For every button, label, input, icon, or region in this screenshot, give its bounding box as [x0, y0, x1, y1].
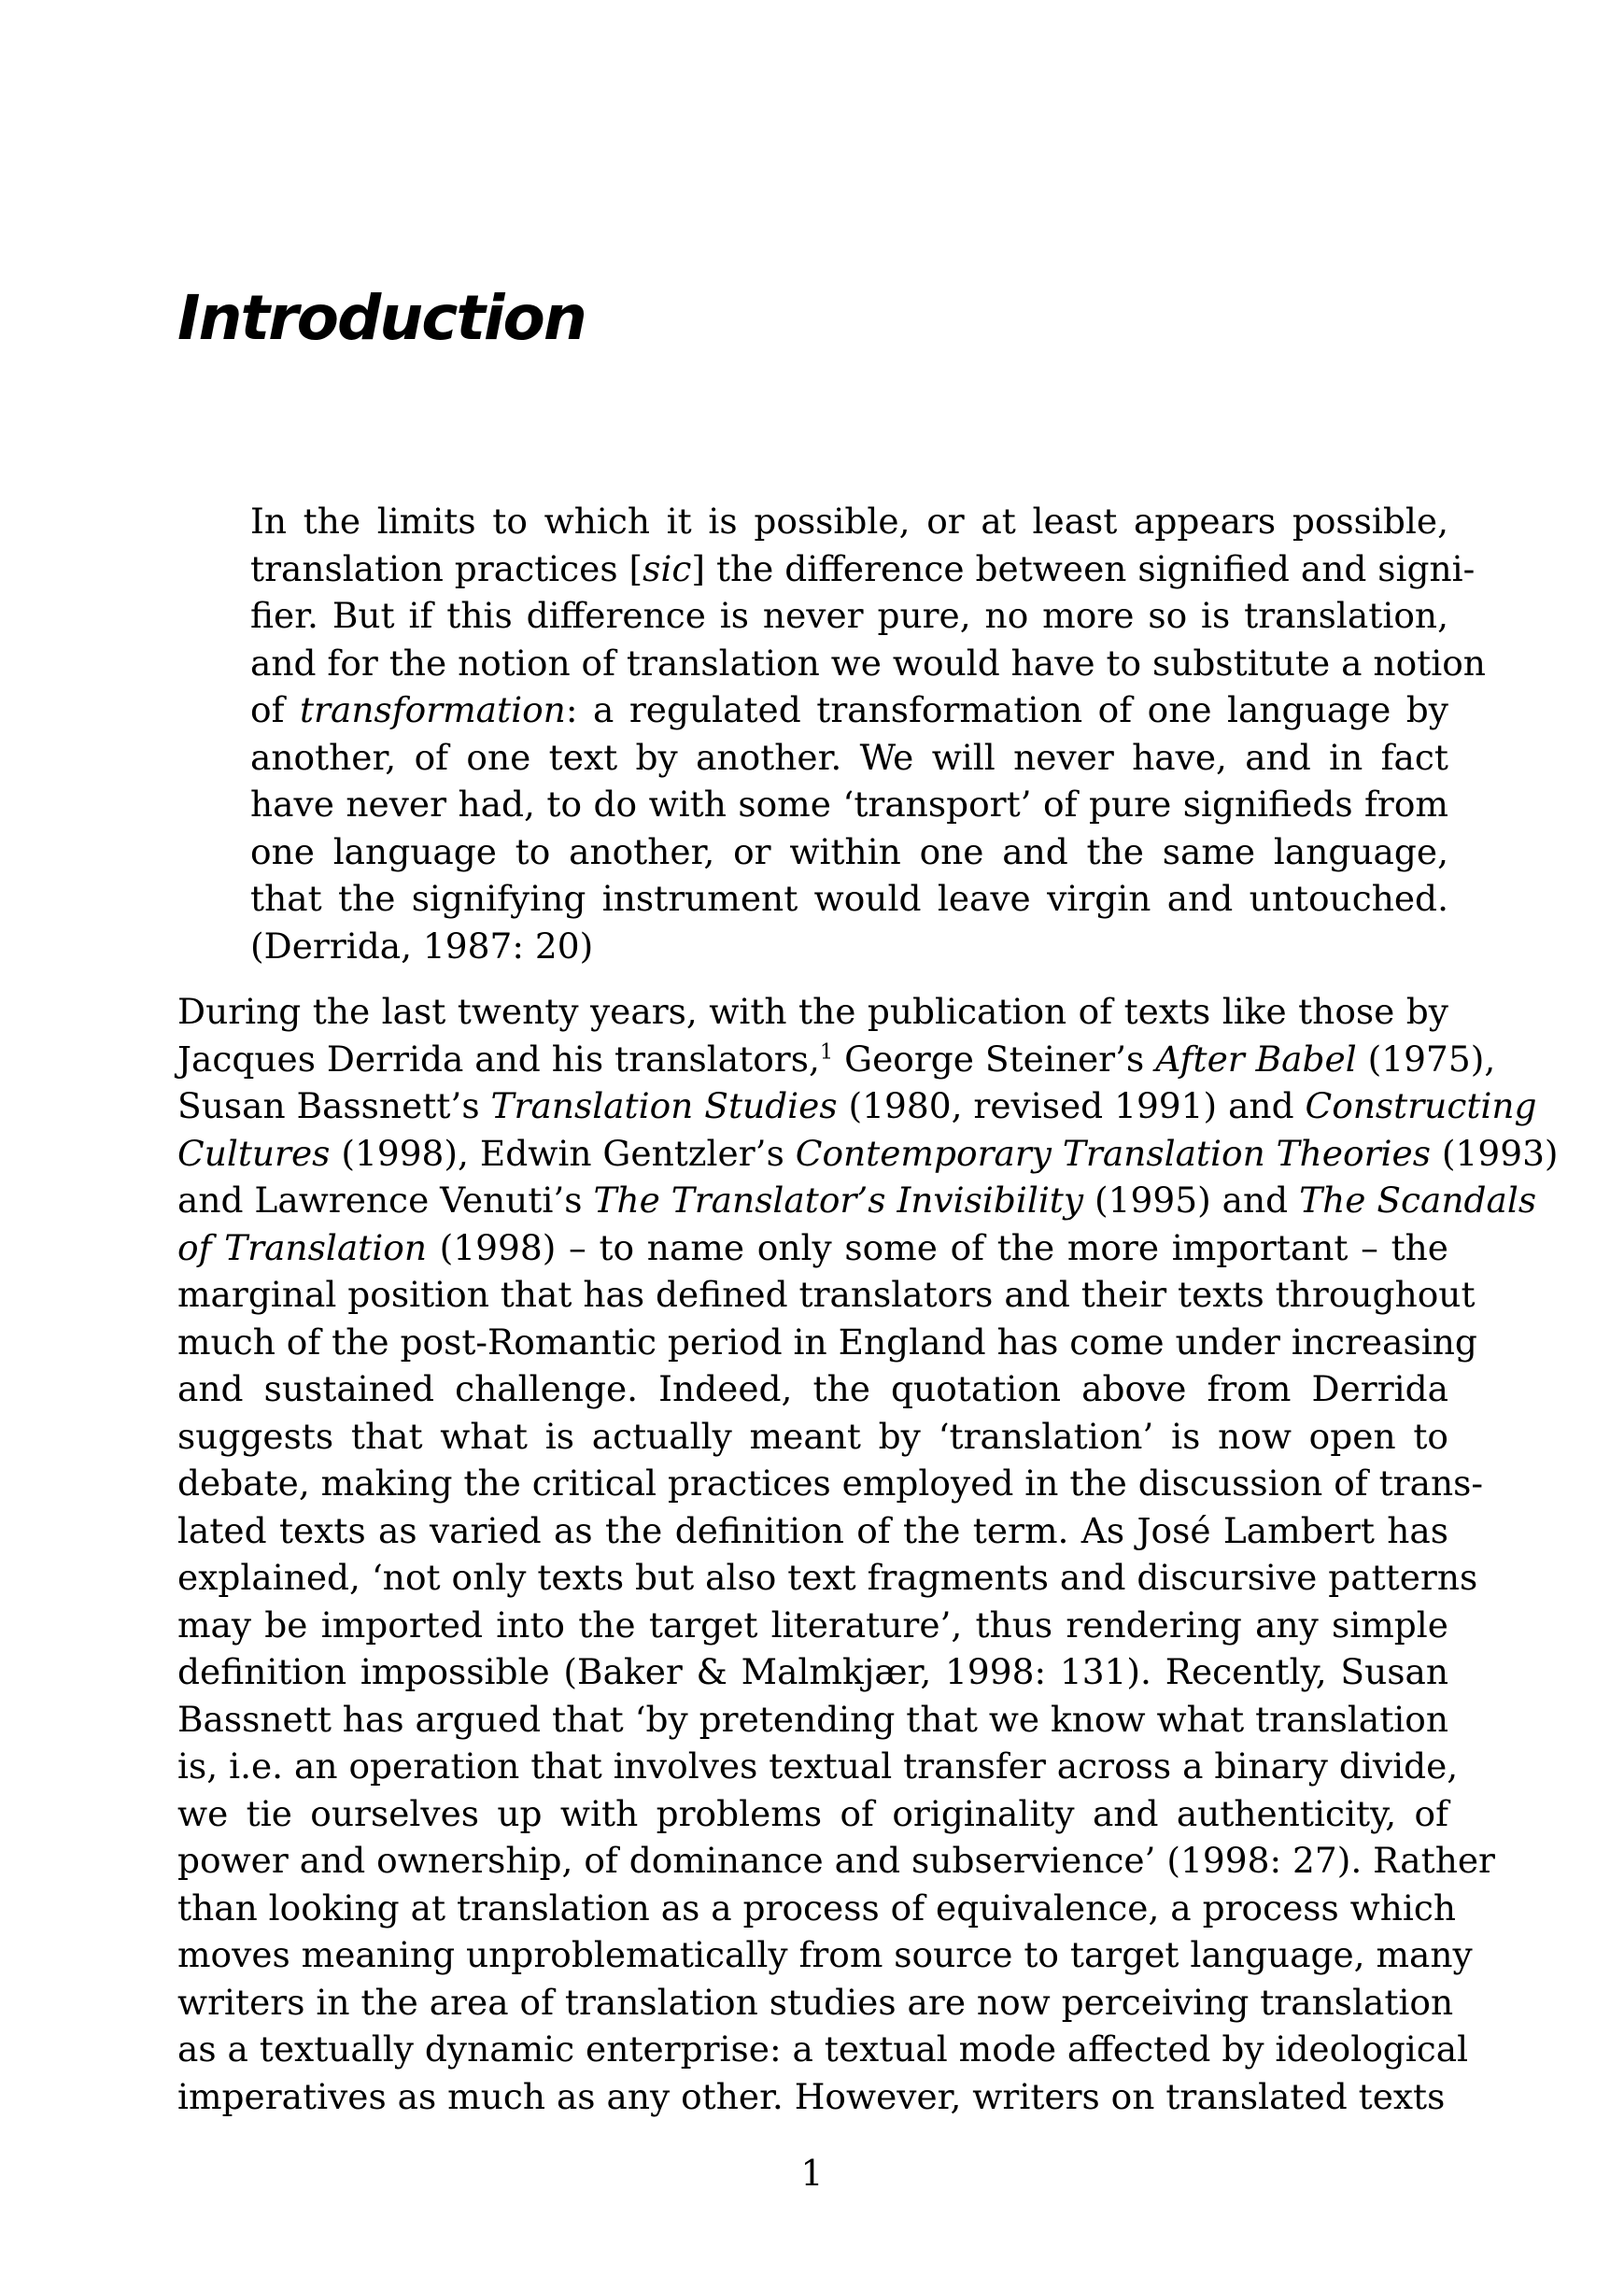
- body-paragraph: [177, 988, 1559, 2120]
- text-line: may be imported into the target literature’, thus rendering any simple: [177, 1604, 1448, 1646]
- text-line: we tie ourselves up with problems of originality and authenticity, of: [177, 1792, 1448, 1834]
- text-line: as a textually dynamic enterprise: a textual mode affected by ideological: [177, 2028, 1469, 2070]
- text-line: of transformation: a regulated transformation of one language by: [250, 689, 1448, 730]
- italic-title: of Translation: [177, 1226, 427, 1268]
- text-line: imperatives as much as any other. However, writers on translated texts: [177, 2075, 1446, 2117]
- italic-title: After Babel: [1155, 1038, 1357, 1080]
- text-line: explained, ‘not only texts but also text fragments and discursive patterns: [177, 1557, 1478, 1598]
- text-line: Susan Bassnett’s Translation Studies (1980, revised 1991) and Constructing: [177, 1085, 1537, 1126]
- text-line: debate, making the critical practices employed in the discussion of trans-: [177, 1462, 1484, 1504]
- text-line: have never had, to do with some ‘transport’ of pure signifieds from: [250, 784, 1448, 825]
- italic-title: The Scandals: [1299, 1180, 1537, 1221]
- text-line: than looking at translation as a process of equivalence, a process which: [177, 1886, 1457, 1929]
- text-line: translation practices [sic] the difference between signified and signi-: [250, 547, 1476, 589]
- text-line: power and ownership, of dominance and subservience’ (1998: 27). Rather: [177, 1840, 1495, 1881]
- text-line: During the last twenty years, with the publication of texts like those by: [177, 991, 1448, 1032]
- text-line: much of the post-Romantic period in England has come under increasing: [177, 1321, 1477, 1363]
- text-line: moves meaning unproblematically from source to target language, many: [177, 1934, 1473, 1975]
- text-line: and sustained challenge. Indeed, the quotation above from Derrida: [177, 1368, 1448, 1409]
- text-line: one language to another, or within one and the same language,: [250, 830, 1448, 872]
- italic-title: transformation: [299, 689, 566, 730]
- text-line: Jacques Derrida and his translators,$^1$ George Steiner’s After Babel (1975),: [177, 1038, 1496, 1080]
- italic-title: Constructing: [1305, 1085, 1537, 1126]
- text-line: that the signifying instrument would leave virgin and untouched.: [250, 878, 1448, 919]
- text-line: definition impossible (Baker & Malmkjær, 1998: 131). Recently, Susan: [177, 1651, 1448, 1692]
- italic-title: Contemporary Translation Theories: [795, 1132, 1431, 1174]
- text-line: of Translation (1998) – to name only some of the more important – the: [177, 1226, 1448, 1268]
- text-line: and Lawrence Venuti’s The Translator’s Invisibility (1995) and The Scandals: [177, 1180, 1537, 1221]
- text-line: marginal position that has defined translators and their texts throughout: [177, 1274, 1476, 1315]
- text-line: lated texts as varied as the definition of the term. As José Lambert has: [177, 1509, 1448, 1551]
- footnote-ref[interactable]: 1: [819, 1039, 834, 1064]
- italic-title: Translation Studies: [490, 1085, 838, 1126]
- chapter-title: Introduction: [177, 282, 586, 354]
- italic-title: Cultures: [177, 1132, 331, 1174]
- text-line: fier. But if this difference is never pure, no more so is translation,: [250, 595, 1448, 636]
- text-line: Cultures (1998), Edwin Gentzler’s Contemporary Translation Theories (1993): [177, 1132, 1559, 1174]
- text-line: Bassnett has argued that ‘by pretending that we know what translation: [177, 1698, 1448, 1740]
- italic-title: sic: [643, 547, 692, 589]
- text-line: (Derrida, 1987: 20): [250, 925, 594, 967]
- text-line: suggests that what is actually meant by ‘translation’ is now open to: [177, 1415, 1448, 1457]
- text-line: In the limits to which it is possible, or at least appears possible,: [250, 501, 1448, 542]
- text-line: writers in the area of translation studies are now perceiving translation: [177, 1981, 1454, 2023]
- text-line: is, i.e. an operation that involves textual transfer across a binary divide,: [177, 1745, 1459, 1787]
- text-line: and for the notion of translation we would have to substitute a notion: [250, 642, 1486, 684]
- page-number: 1: [800, 2153, 824, 2194]
- italic-title: The Translator’s Invisibility: [593, 1180, 1084, 1221]
- text-line: another, of one text by another. We will never have, and in fact: [250, 736, 1448, 778]
- epigraph-quote: [250, 498, 1486, 969]
